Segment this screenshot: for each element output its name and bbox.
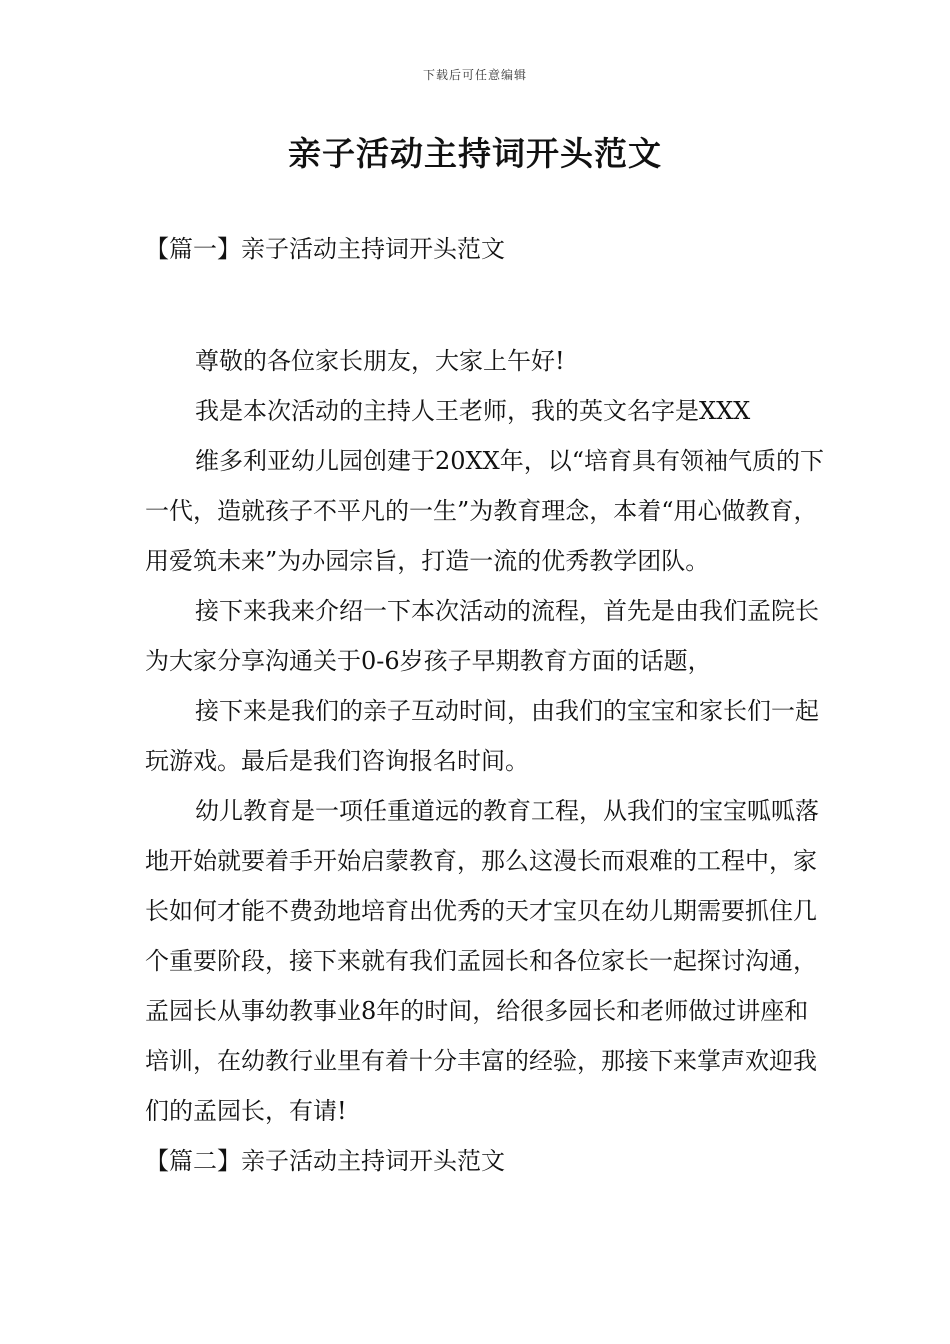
paragraph: 幼儿教育是一项任重道远的教育工程，从我们的宝宝呱呱落地开始就要着手开始启蒙教育，那么这漫长而艰难的工程中，家长如何才能不费劲地培育出优秀的天才宝贝在幼儿期需要抓住几个重要阶段，接下来就有我们孟园长和各位家长一起探讨沟通，孟园长从事幼教事业8年的时间，给很多园长和老师做过讲座和培训，在幼教行业里有着十分丰富的经验，那接下来掌声欢迎我们的孟园长，有请! [145,797,819,1125]
section-heading-1: 【篇一】亲子活动主持词开头范文 [145,235,505,263]
paragraph: 尊敬的各位家长朋友，大家上午好! [195,347,565,375]
paragraph: 我是本次活动的主持人王老师，我的英文名字是XXX [195,397,751,425]
section-heading-2: 【篇二】亲子活动主持词开头范文 [145,1147,505,1175]
paragraph: 维多利亚幼儿园创建于20XX年，以“培育具有领袖气质的下一代，造就孩子不平凡的一生”为教育理念，本着“用心做教育，用爱筑未来”为办园宗旨，打造一流的优秀教学团队。 [145,447,824,575]
page-title: 亲子活动主持词开头范文 [288,134,662,173]
paragraph: 接下来是我们的亲子互动时间，由我们的宝宝和家长们一起玩游戏。最后是我们咨询报名时间。 [145,697,819,775]
header-note: 下载后可任意编辑 [422,68,527,82]
document-body [145,224,825,1186]
paragraph: 接下来我来介绍一下本次活动的流程，首先是由我们孟院长为大家分享沟通关于0-6岁孩子早期教育方面的话题， [145,597,819,675]
